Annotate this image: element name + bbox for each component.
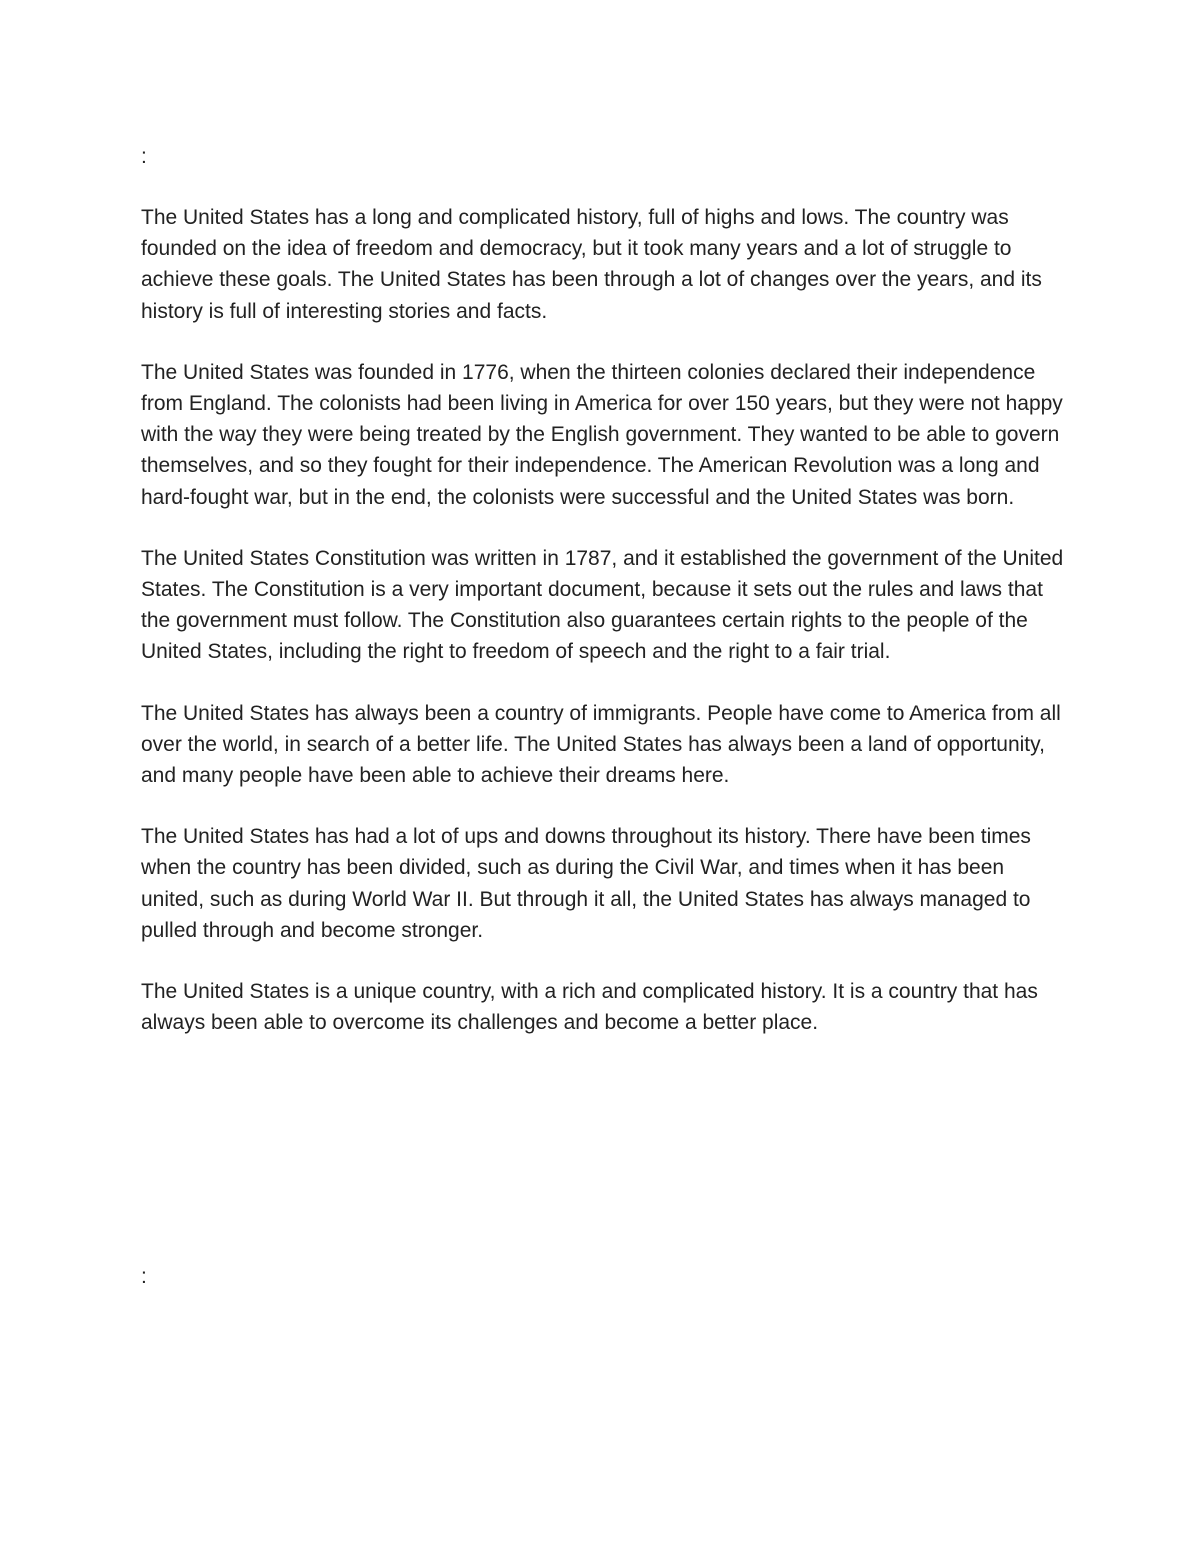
paragraph-intro: The United States has a long and complicated history, full of highs and lows. The country was founded on the idea of freedom and democracy, but it took many years and a lot of struggle to achieve these goals. The United States has been through a lot of changes over the years, and its history is full of interesting stories and facts. bbox=[141, 206, 1042, 323]
paragraph-immigrants: The United States has always been a country of immigrants. People have come to America from all over the world, in search of a better life. The United States has always been a land of opportunity, and many people have been able to achieve their dreams here. bbox=[141, 701, 1061, 788]
paragraph-founding: The United States was founded in 1776, when the thirteen colonies declared their independence from England. The colonists had been living in America for over 150 years, but they were not happy with the way they were being treated by the English government. They wanted to be able to govern themselves, and so they fought for their independence. The American Revolution was a long and hard-fought war, but in the end, the colonists were successful and the United States was born. bbox=[141, 360, 1063, 509]
paragraph-conclusion: The United States is a unique country, with a rich and complicated history. It is a country that has always been able to overcome its challenges and become a better place. bbox=[141, 980, 1038, 1035]
bottom-marker: : bbox=[141, 1265, 147, 1288]
top-marker: : bbox=[141, 145, 147, 168]
paragraph-ups-and-downs: The United States has had a lot of ups and downs throughout its history. There have been times when the country has been divided, such as during the Civil War, and times when it has been united, such as during World War II. But through it all, the United States has always managed to pulled through and become stronger. bbox=[141, 825, 1031, 942]
document-body bbox=[141, 202, 1066, 1038]
paragraph-constitution: The United States Constitution was written in 1787, and it established the government of the United States. The Constitution is a very important document, because it sets out the rules and laws that the government must follow. The Constitution also guarantees certain rights to the people of the United States, including the right to freedom of speech and the right to a fair trial. bbox=[141, 546, 1064, 664]
